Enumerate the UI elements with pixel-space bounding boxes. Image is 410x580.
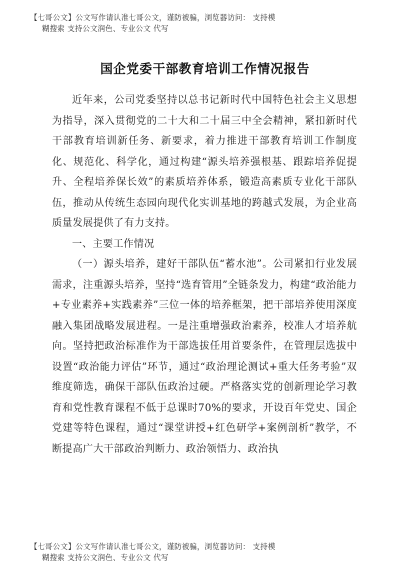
document-title: 国企党委干部教育培训工作情况报告	[100, 61, 310, 76]
intro-paragraph: 近年来，公司党委坚持以总书记新时代中国特色社会主义思想为指导，深入贯彻党的二十大和二十届三中全会精神，紧扣新时代干部教育培训新任务、新要求，着力推进干部教育培训工作制度化、规范化、科学化，通过构建“源头培养强根基、跟踪培养促提升、全程培养保长效”的素质培养体系，锻造高素质专业化干部队伍，推动从传统生态园向现代化实训基地的跨越式发展，为企业高质量发展提供了有力支持。	[52, 95, 357, 229]
header-watermark-note	[30, 12, 390, 34]
footer-note-line1: 【七哥公文】公文写作请认准七哥公文，谨防被骗，浏览器访问： 支持模	[30, 542, 276, 551]
footer-note-line2: 糊搜索 支持公文润色、专业公文 代写	[42, 553, 169, 562]
document-body	[52, 91, 357, 460]
header-note-line2: 糊搜索 支持公文润色、专业公文 代写	[42, 24, 169, 33]
header-note-line1: 【七哥公文】公文写作请认准七哥公文，谨防被骗，浏览器访问： 支持模	[30, 13, 276, 22]
section-heading: 一、主要工作情况	[72, 238, 155, 250]
footer-watermark-note	[30, 541, 390, 563]
body-paragraph: （一）源头培养，建好干部队伍“蓄水池”。公司紧扣行业发展需求，注重源头培养，坚持“选育管用”全链条发力，构建“政治能力+专业素养+实践素养”三位一体的培养框架，把干部培养使用深度融入集团战略发展进程。一是注重增强政治素养，校准人才培养航向。坚持把政治标准作为干部选拔任用首要条件，在管理层选拔中设置“政治能力评估”环节，通过“政治理论测试+重大任务考验”双维度筛选，确保干部队伍政治过硬。严格落实党的创新理论学习教育和党性教育课程不低于总课时70%的要求，开设百年党史、国企党建等特色课程，通过“课堂讲授+红色研学+案例剖析”教学，不断提高广大干部政治判断力、政治领悟力、政治执	[52, 259, 357, 455]
